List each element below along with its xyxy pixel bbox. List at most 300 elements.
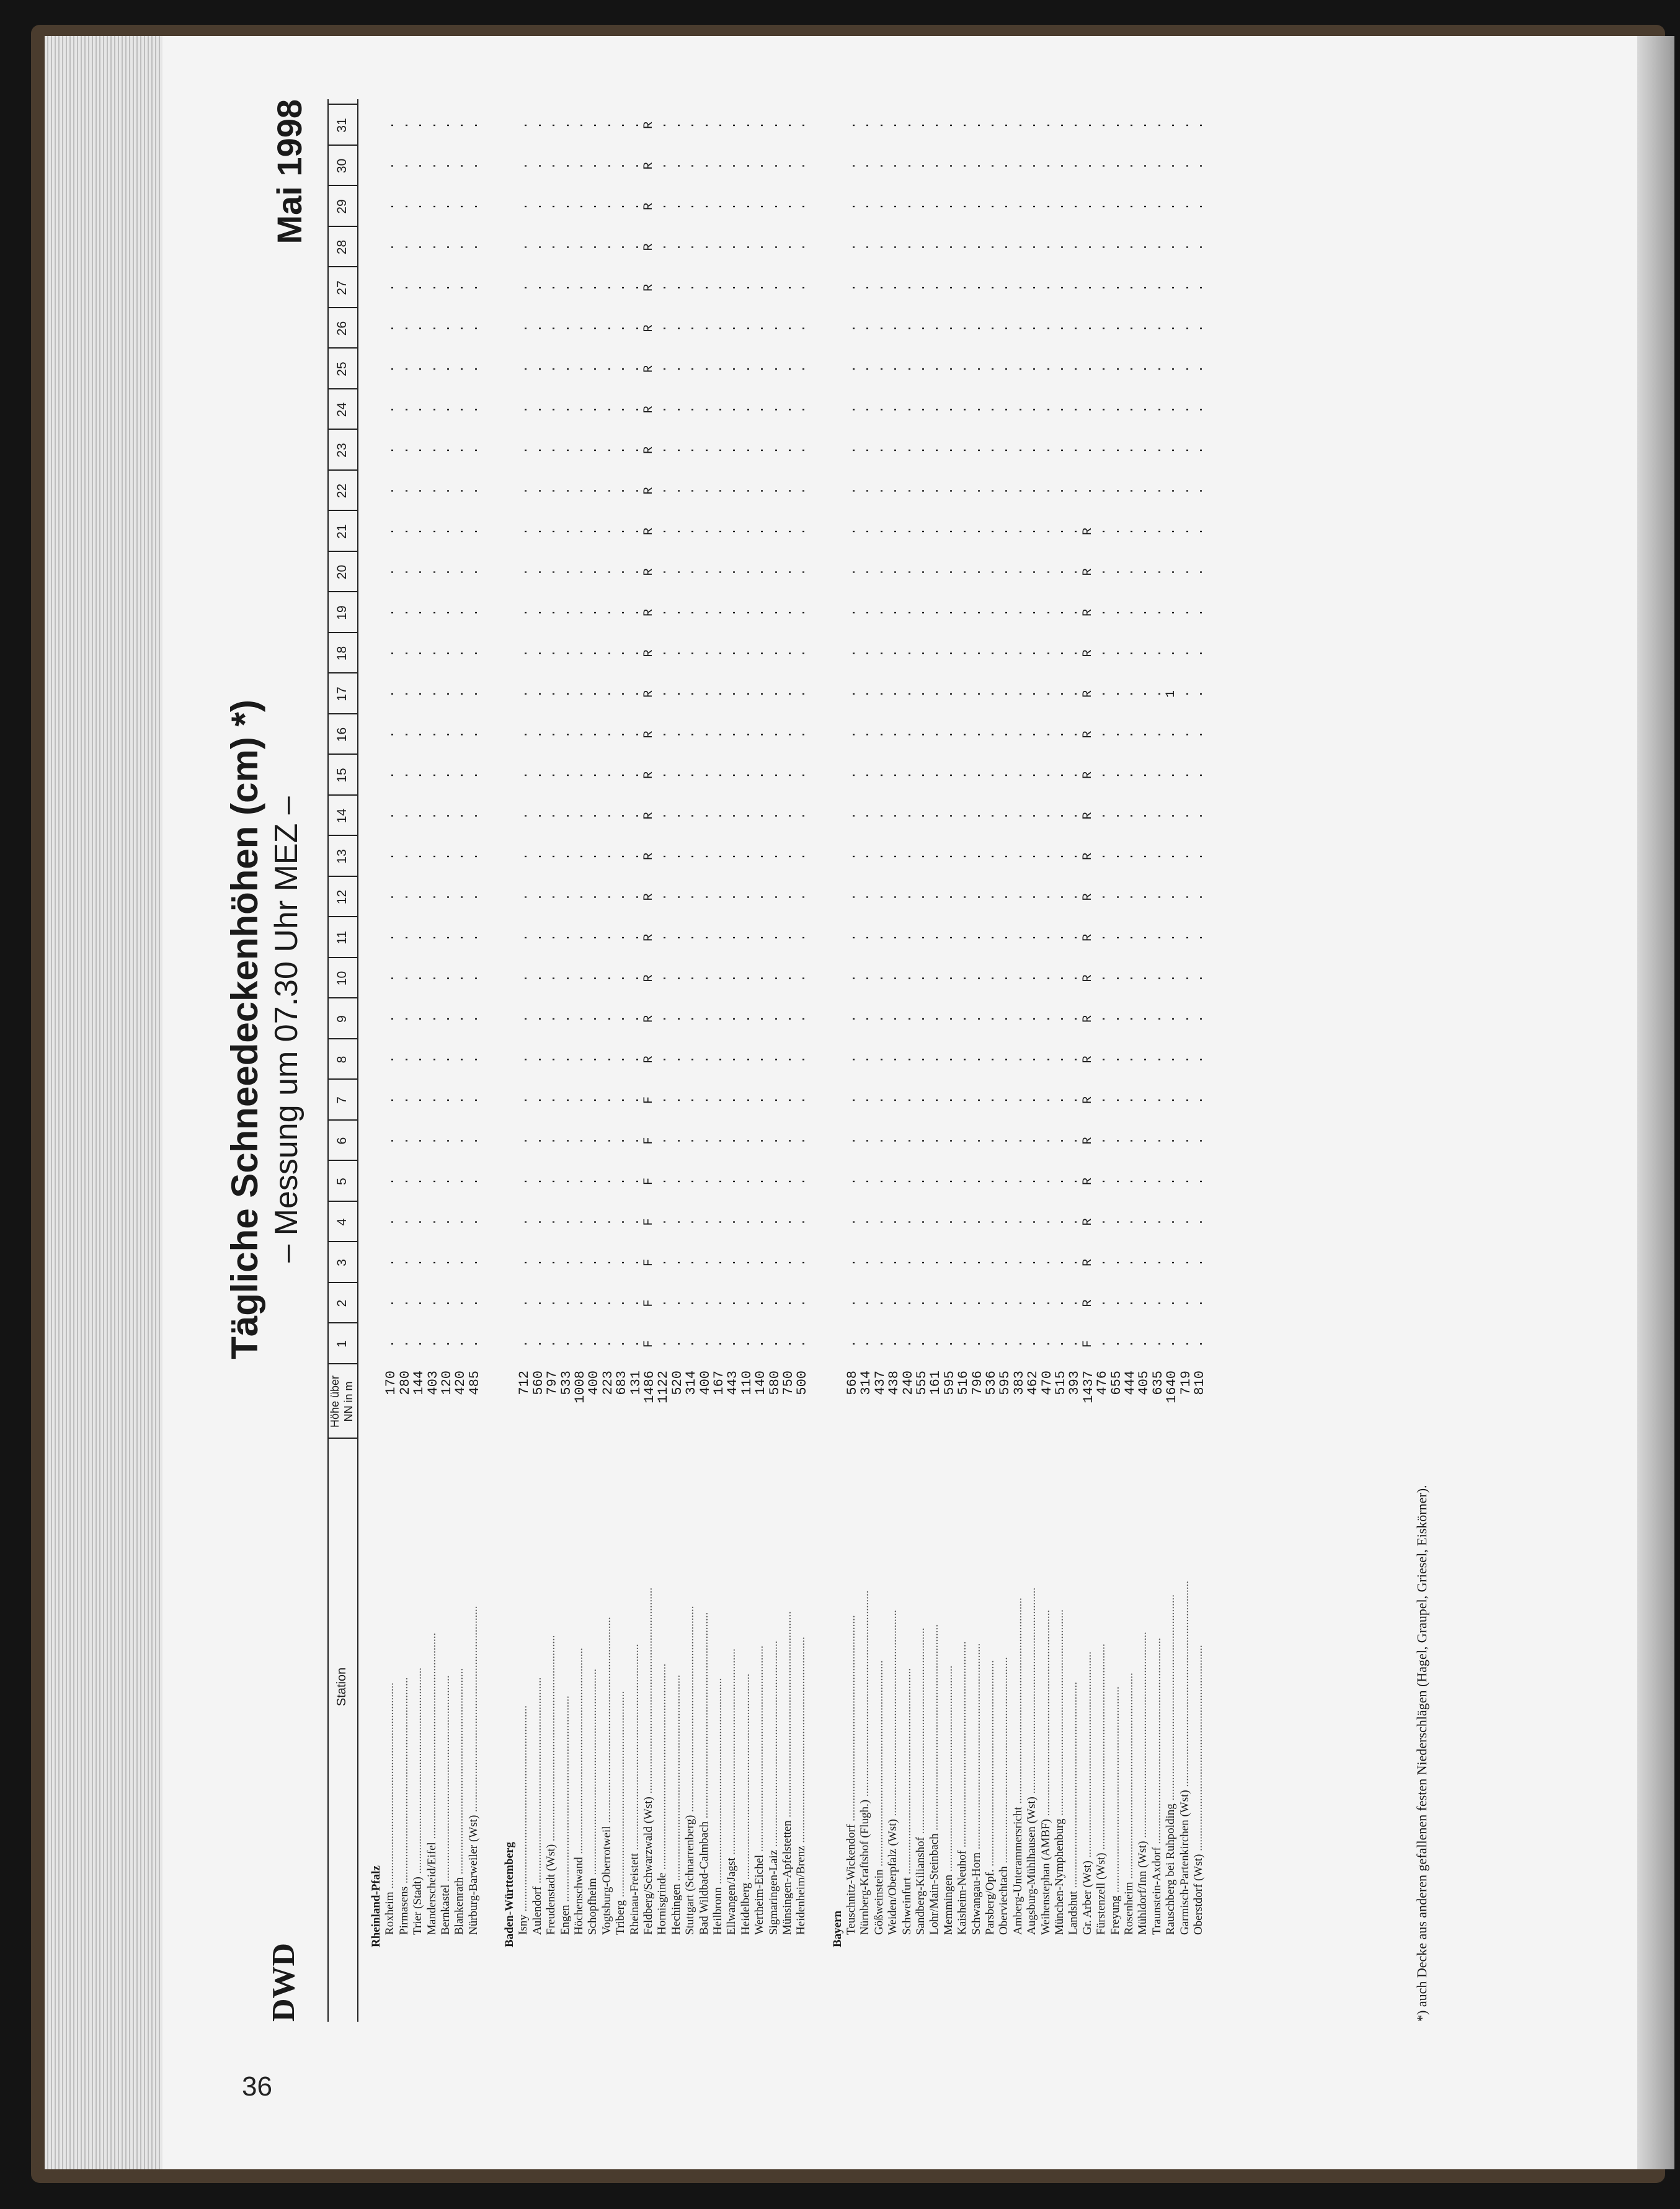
day-value: .: [872, 1015, 887, 1023]
day-value: .: [1053, 447, 1068, 455]
day-value: .: [781, 771, 796, 780]
day-value: .: [725, 934, 740, 942]
day-value: .: [544, 1137, 559, 1145]
day-value: .: [697, 771, 712, 780]
day-value: .: [794, 1056, 809, 1064]
day-value: .: [1136, 893, 1151, 901]
station-name: Hornisgrinde .....: [656, 1439, 669, 1935]
table-row: [453, 99, 469, 2022]
day-value: .: [411, 447, 426, 455]
day-value: .: [941, 284, 956, 292]
day-value: .: [941, 203, 956, 211]
day-value: .: [1150, 974, 1165, 982]
day-value: .: [956, 853, 971, 861]
day-value: .: [544, 528, 559, 536]
day-value: .: [956, 203, 971, 211]
day-value: .: [600, 243, 615, 251]
day-value: .: [984, 284, 998, 292]
station-name: Landshut .....: [1067, 1439, 1080, 1935]
day-value: .: [1164, 771, 1179, 780]
day-value: .: [1053, 1259, 1068, 1267]
day-value: .: [858, 1218, 873, 1226]
day-value: .: [544, 406, 559, 414]
day-value: .: [425, 487, 440, 495]
day-value: .: [383, 1340, 398, 1348]
day-value: .: [530, 1259, 545, 1267]
day-value: .: [900, 609, 915, 617]
day-value: .: [697, 690, 712, 698]
day-value: .: [1053, 528, 1068, 536]
day-value: .: [767, 406, 781, 414]
day-value: .: [794, 1259, 809, 1267]
day-value: .: [1095, 1096, 1109, 1104]
day-value: .: [886, 812, 901, 820]
day-value: .: [1067, 934, 1082, 942]
day-value: .: [914, 1056, 929, 1064]
day-value: .: [517, 1096, 531, 1104]
day-value: .: [781, 1137, 796, 1145]
day-value: .: [544, 1340, 559, 1348]
day-value: .: [572, 487, 587, 495]
table-top-rule: [327, 99, 329, 2022]
day-value: .: [1150, 1218, 1165, 1226]
day-value: .: [466, 487, 481, 495]
day-value: .: [558, 203, 573, 211]
day-value: .: [586, 243, 601, 251]
day-value: .: [753, 568, 768, 576]
day-value: .: [984, 324, 998, 332]
day-value: .: [697, 1259, 712, 1267]
day-value: .: [1039, 853, 1054, 861]
day-value: R: [642, 812, 657, 820]
day-value: .: [928, 406, 943, 414]
day-value: .: [544, 1015, 559, 1023]
day-value: .: [781, 649, 796, 657]
day-value: .: [669, 568, 684, 576]
day-value: .: [1011, 365, 1026, 373]
day-value: .: [767, 243, 781, 251]
day-value: .: [886, 487, 901, 495]
day-value: .: [1011, 284, 1026, 292]
day-value: .: [767, 1340, 781, 1348]
day-value: .: [628, 609, 642, 617]
day-value: .: [439, 528, 453, 536]
day-value: .: [558, 649, 573, 657]
day-value: F: [642, 1259, 657, 1267]
day-value: .: [397, 934, 412, 942]
station-name: Heidenheim/Brenz .....: [794, 1439, 808, 1935]
day-value: .: [858, 406, 873, 414]
day-value: .: [558, 447, 573, 455]
day-value: .: [956, 1137, 971, 1145]
day-value: .: [739, 122, 753, 130]
day-value: .: [439, 974, 453, 982]
day-value: .: [600, 771, 615, 780]
day-value: .: [845, 731, 860, 739]
day-value: .: [656, 690, 670, 698]
day-value: .: [669, 1015, 684, 1023]
day-header: 10: [335, 971, 349, 986]
day-value: .: [1164, 893, 1179, 901]
day-value: .: [614, 649, 629, 657]
day-value: .: [969, 365, 984, 373]
day-value: .: [572, 690, 587, 698]
day-value: .: [683, 162, 698, 170]
day-value: .: [725, 731, 740, 739]
day-value: .: [600, 1137, 615, 1145]
day-value: .: [614, 1178, 629, 1186]
day-value: .: [558, 812, 573, 820]
station-height: 393: [1067, 1371, 1083, 1395]
day-value: .: [517, 893, 531, 901]
day-value: .: [1039, 1340, 1054, 1348]
day-value: .: [656, 1178, 670, 1186]
day-value: .: [956, 771, 971, 780]
day-value: .: [544, 122, 559, 130]
day-value: .: [900, 284, 915, 292]
day-value: .: [1025, 1299, 1040, 1307]
day-value: .: [969, 649, 984, 657]
day-value: .: [1192, 1096, 1207, 1104]
table-row: [683, 99, 700, 2022]
day-value: .: [711, 284, 726, 292]
day-value: .: [1136, 324, 1151, 332]
day-value: .: [600, 1218, 615, 1226]
day-value: .: [1136, 1340, 1151, 1348]
day-value: .: [845, 690, 860, 698]
day-value: .: [1053, 243, 1068, 251]
day-value: .: [984, 1178, 998, 1186]
day-value: .: [886, 1056, 901, 1064]
day-value: .: [781, 447, 796, 455]
day-value: .: [656, 284, 670, 292]
day-value: .: [794, 122, 809, 130]
day-value: .: [697, 243, 712, 251]
station-height: 568: [845, 1371, 861, 1395]
day-value: .: [1025, 974, 1040, 982]
day-value: .: [466, 690, 481, 698]
day-value: .: [558, 162, 573, 170]
day-value: .: [656, 974, 670, 982]
day-value: .: [1025, 162, 1040, 170]
day-value: .: [656, 812, 670, 820]
day-value: .: [1039, 324, 1054, 332]
station-name: Memmingen .....: [942, 1439, 956, 1935]
day-value: .: [656, 406, 670, 414]
day-value: .: [886, 893, 901, 901]
day-value: .: [794, 243, 809, 251]
day-value: .: [1164, 365, 1179, 373]
station-name: Blankenrath .....: [453, 1439, 466, 1935]
day-value: R: [642, 609, 657, 617]
day-value: .: [872, 528, 887, 536]
day-value: .: [1164, 649, 1179, 657]
day-value: .: [544, 609, 559, 617]
day-value: .: [969, 893, 984, 901]
day-value: .: [1192, 365, 1207, 373]
day-value: .: [1178, 1015, 1193, 1023]
day-value: .: [997, 528, 1012, 536]
day-value: .: [1108, 568, 1123, 576]
day-value: .: [614, 406, 629, 414]
day-value: .: [1192, 447, 1207, 455]
day-value: .: [928, 162, 943, 170]
day-value: .: [725, 365, 740, 373]
day-value: .: [1136, 853, 1151, 861]
day-value: .: [628, 893, 642, 901]
day-value: .: [1178, 609, 1193, 617]
day-value: .: [1108, 1218, 1123, 1226]
day-value: .: [1039, 649, 1054, 657]
day-value: .: [697, 853, 712, 861]
day-value: .: [753, 1340, 768, 1348]
day-value: .: [586, 1178, 601, 1186]
day-value: .: [1150, 406, 1165, 414]
day-value: .: [1025, 690, 1040, 698]
day-value: .: [969, 853, 984, 861]
day-value: .: [858, 1178, 873, 1186]
day-value: .: [1108, 609, 1123, 617]
day-value: .: [669, 1178, 684, 1186]
day-value: .: [656, 1137, 670, 1145]
day-value: .: [1067, 1056, 1082, 1064]
day-value: .: [753, 771, 768, 780]
day-value: .: [767, 1299, 781, 1307]
day-header: 31: [335, 118, 349, 133]
day-value: .: [656, 365, 670, 373]
day-value: .: [1178, 893, 1193, 901]
day-value: .: [614, 284, 629, 292]
day-value: .: [997, 447, 1012, 455]
day-value: .: [669, 487, 684, 495]
day-value: .: [439, 1178, 453, 1186]
day-value: .: [600, 853, 615, 861]
day-value: .: [794, 934, 809, 942]
day-value: .: [656, 447, 670, 455]
day-value: .: [1164, 609, 1179, 617]
day-value: .: [886, 771, 901, 780]
day-value: .: [1192, 1340, 1207, 1348]
day-value: .: [683, 1015, 698, 1023]
day-value: .: [941, 406, 956, 414]
day-value: .: [1080, 243, 1095, 251]
day-value: .: [628, 406, 642, 414]
day-value: .: [558, 731, 573, 739]
day-value: .: [572, 162, 587, 170]
day-value: .: [1025, 1259, 1040, 1267]
day-value: .: [997, 853, 1012, 861]
day-value: .: [725, 893, 740, 901]
day-value: .: [1178, 568, 1193, 576]
day-value: .: [1025, 1015, 1040, 1023]
day-value: .: [725, 1218, 740, 1226]
day-header: 23: [335, 443, 349, 458]
day-value: .: [1136, 1259, 1151, 1267]
day-value: .: [969, 1218, 984, 1226]
day-value: .: [914, 1015, 929, 1023]
day-value: .: [928, 649, 943, 657]
day-value: .: [572, 609, 587, 617]
day-value: R: [1080, 1299, 1095, 1307]
day-header: 2: [335, 1299, 349, 1307]
day-value: R: [1080, 690, 1095, 698]
day-value: .: [558, 771, 573, 780]
day-value: .: [517, 406, 531, 414]
day-value: .: [767, 1096, 781, 1104]
day-value: .: [781, 1259, 796, 1267]
day-value: .: [383, 487, 398, 495]
day-value: .: [1011, 771, 1026, 780]
day-value: .: [558, 690, 573, 698]
day-value: .: [558, 487, 573, 495]
station-height: 1008: [572, 1371, 589, 1403]
day-value: .: [1122, 649, 1137, 657]
day-value: .: [941, 771, 956, 780]
day-value: .: [628, 731, 642, 739]
day-value: .: [1150, 243, 1165, 251]
day-value: .: [586, 853, 601, 861]
day-value: R: [642, 1015, 657, 1023]
day-value: .: [614, 1299, 629, 1307]
day-value: .: [614, 1340, 629, 1348]
day-value: .: [845, 853, 860, 861]
station-name: Engen .....: [559, 1439, 572, 1935]
day-value: .: [984, 609, 998, 617]
table-row: [1150, 99, 1164, 2022]
day-value: .: [1011, 1259, 1026, 1267]
day-value: .: [453, 974, 468, 982]
day-value: .: [1095, 365, 1109, 373]
station-height: 400: [586, 1371, 602, 1395]
day-value: .: [1039, 406, 1054, 414]
day-value: .: [600, 893, 615, 901]
day-value: .: [558, 243, 573, 251]
day-value: .: [425, 1137, 440, 1145]
day-value: .: [956, 406, 971, 414]
day-value: .: [997, 649, 1012, 657]
day-value: .: [572, 1178, 587, 1186]
day-value: .: [969, 1096, 984, 1104]
day-value: .: [753, 1015, 768, 1023]
table-row: [845, 99, 861, 2022]
day-value: .: [1011, 690, 1026, 698]
day-value: .: [969, 568, 984, 576]
station-height: 314: [858, 1371, 874, 1395]
day-value: .: [530, 406, 545, 414]
station-name: Oberviechtach .....: [997, 1439, 1011, 1935]
day-value: .: [1150, 324, 1165, 332]
day-value: .: [900, 487, 915, 495]
day-value: R: [642, 365, 657, 373]
day-value: .: [1025, 1218, 1040, 1226]
station-name: Heidelberg .....: [739, 1439, 753, 1935]
day-value: .: [1011, 528, 1026, 536]
day-value: .: [614, 162, 629, 170]
day-value: .: [781, 203, 796, 211]
day-value: .: [544, 568, 559, 576]
day-value: .: [725, 284, 740, 292]
day-value: .: [872, 1259, 887, 1267]
day-value: .: [997, 1137, 1012, 1145]
day-value: .: [1025, 609, 1040, 617]
day-value: .: [928, 203, 943, 211]
day-value: .: [397, 1096, 412, 1104]
day-value: .: [517, 934, 531, 942]
day-value: .: [753, 122, 768, 130]
day-value: .: [1039, 203, 1054, 211]
day-value: .: [1011, 974, 1026, 982]
day-value: .: [858, 568, 873, 576]
day-value: .: [872, 893, 887, 901]
station-name: Teuschnitz-Wickendorf .....: [845, 1439, 858, 1935]
day-value: .: [956, 649, 971, 657]
station-height: 420: [453, 1371, 469, 1395]
day-value: .: [956, 609, 971, 617]
day-value: .: [558, 1056, 573, 1064]
footnote: *) auch Decke aus anderen gefallenen festen Niederschlägen (Hagel, Graupel, Griesel, Eiskörner).: [1414, 1485, 1429, 2022]
day-value: .: [586, 771, 601, 780]
day-value: .: [984, 649, 998, 657]
day-value: .: [425, 649, 440, 657]
table-row: [517, 99, 533, 2022]
day-value: .: [453, 406, 468, 414]
day-value: .: [628, 568, 642, 576]
day-value: .: [558, 974, 573, 982]
day-value: .: [411, 974, 426, 982]
day-value: .: [845, 284, 860, 292]
day-value: .: [425, 1015, 440, 1023]
day-value: .: [683, 609, 698, 617]
day-value: .: [1150, 447, 1165, 455]
day-value: .: [1011, 447, 1026, 455]
day-value: .: [1136, 568, 1151, 576]
day-value: .: [411, 1096, 426, 1104]
day-value: .: [956, 1015, 971, 1023]
day-value: .: [781, 406, 796, 414]
day-value: .: [969, 528, 984, 536]
day-value: .: [614, 1056, 629, 1064]
day-value: .: [858, 487, 873, 495]
day-value: .: [1053, 162, 1068, 170]
day-value: .: [739, 1218, 753, 1226]
day-value: .: [453, 324, 468, 332]
station-name: Bad Wildbad-Calmbach .....: [698, 1439, 711, 1935]
day-value: .: [628, 1218, 642, 1226]
day-value: .: [1164, 1096, 1179, 1104]
station-name: Münsingen-Apfelstetten .....: [781, 1439, 794, 1935]
station-height: 144: [411, 1371, 427, 1395]
day-value: .: [914, 934, 929, 942]
day-value: .: [586, 568, 601, 576]
day-value: .: [900, 893, 915, 901]
day-value: .: [914, 893, 929, 901]
day-value: .: [1178, 771, 1193, 780]
day-value: .: [872, 1218, 887, 1226]
day-value: .: [1122, 893, 1137, 901]
day-value: .: [544, 243, 559, 251]
day-value: .: [600, 609, 615, 617]
table-row: [873, 99, 886, 2022]
day-value: .: [669, 690, 684, 698]
day-value: .: [872, 731, 887, 739]
day-value: .: [1122, 690, 1137, 698]
day-value: .: [767, 1259, 781, 1267]
table-row: [914, 99, 928, 2022]
day-value: .: [1136, 1178, 1151, 1186]
day-value: .: [969, 406, 984, 414]
day-value: .: [1164, 853, 1179, 861]
day-value: .: [858, 731, 873, 739]
